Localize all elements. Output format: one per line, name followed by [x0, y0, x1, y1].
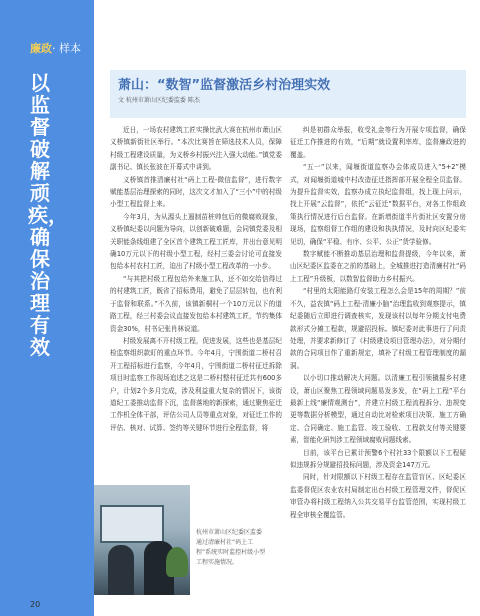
- paragraph: “与其把村级工程包给外来施工队，还不如交给信得过的村建筑工匠，既省了招标费用，避免了层层转包，也有利于监督和联系。”不久前，该镇新桐村一个10万元以下的道路工程，经三村委会议直接发包给本村建筑工匠，节约集体资金30%，村书记张肖林说道。: [110, 274, 282, 333]
- section-name: 廉政: [30, 42, 52, 55]
- paragraph: 数字赋能不断推动基层治理和监督提级，今年以来，萧山区纪委区监委在之前的基础上，全城推进打造清廉村社“码上工程”升级板，以数智监督助力乡村振兴。: [290, 250, 466, 283]
- paragraph: 以小切口推动解决大问题。以清廉工程引领撬掘乡村建设，萧山区聚焦工程领域问题易发多发，在“码上工程”平台最新上线“廉情观测台”，并建立村级工程流程拆分、违规变更等数据分析模型，通过自动比对检索项目决策、施工方确定、合同确定、施工监管、竣工验收、工程款支付等关键要素，智能化研判涉工程领域腐败问题线索。: [290, 374, 466, 445]
- article-photo: [94, 485, 190, 595]
- article-author: 文 杭州市萧山区纪委监委 陈杰: [118, 97, 200, 104]
- paragraph: 同时，针对限额以下村级工程存在监管盲区、区纪委区监委督促区农业农村局制定出台村级工程管理文件，督促区审管办将村级工程纳入公共交易平台监管范围，实现村级工程全审核全覆监管。: [290, 473, 466, 519]
- paragraph: 近日，一场农村建筑工匠实操比武大赛在杭州市萧山区义桥镇新街社区举行。“本次比赛旨在筛选技术人员，保障村级工程建设质量，为义桥乡村振兴注入强大动能。”镇党委副书记、镇长张波在开幕式中讲到。: [110, 126, 282, 172]
- page-number: 20: [30, 600, 41, 609]
- body-column-right: [290, 124, 466, 521]
- section-label: · 样本: [52, 42, 81, 55]
- paragraph: 村级发展离不开村级工程，促进发展，这些也是基层纪检监察组织款盯的重点环节。今年4月，宁围街道二桥村召开工程招标进行监察，今年4月，宁围街道二桥村征迁拆除项目时监察工作现场追述之这是二桥村整村征迁共有600多户，计划2个多月完成，涉及利益重大复杂的情况下，该街道纪工委推动监督下沉，监督落地的新探索，通过聚焦征迁工作机全体干部，评估公司人员等重点对象，对征迁工作的评估、核对、试算、签约等关键环节进行全程监督，将: [110, 336, 282, 432]
- paragraph: 今年3月，为从源头上遏制苗桩帅包后的微腐败现象，义桥镇纪委以问题为导向，以创新破难题，会同镇党委及相关职能条线组建了全区首个建筑工程工匠库，并出台意见明确10万元以下的村级小型工程，经村三委会讨论可直接发包给本村农村工匠，迫出了村级小型工程改革的一小步。: [110, 212, 282, 271]
- plant-decoration: [166, 547, 188, 577]
- paragraph: 纠是初群众举报，收受礼金等行为开展专项监督，确保征迁工作推进的有效，“后期”就设置利率库，监督廉政进的覆盖。: [290, 126, 466, 159]
- photo-caption: 杭州市萧山区纪委区监委通过清廉村社“码上工程”系统实时监控村级小型工程实施情况。: [196, 529, 266, 566]
- paragraph: “村里的太阳能路灯安装工程怎么会是15年的周期？”前不久，益农镇“码上工程-清廉小脑”治理监收到观察提示，镇纪委随后立即进行调查核实，发现该村以每年分期支付电费款形式分摊工程款，规避招投标。镇纪委对此事进行了问责处理，并要求新修订了《村级建设项目管理办法》，对分期付款的合同项目作了重新规定，填补了村级工程管理制度的漏洞。: [290, 287, 466, 370]
- monitor-screen: [100, 505, 164, 543]
- paragraph: “五一”以来，闻堰街道监察办会体成员进入“5+2”模式，对闻堰街道城中村改造征迁指挥部开展全程全员监督。为提升监督实效，监察办成立执纪监督组，找上现上问示，找上开展“云监督”，依托“云征迁”数据平台，对各工作组政策执行情况进行后台监督。在新增街道半片街社区安置分房现场，监察组督工作组的建设和执执情况，及时向区纪委实见切，确保“平稳、有序、公平、公正”货学验修。: [290, 163, 466, 246]
- page-footer: [30, 600, 73, 609]
- vertical-side-title: 以监督破解顽疾，确保治理有效: [28, 71, 68, 359]
- body-column-left: [110, 124, 282, 434]
- article-title: 萧山：“数智”监督激活乡村治理实效: [118, 78, 331, 93]
- paragraph: 义桥镇首推清廉村社“码上工程-微信监督”，进行数字赋能基层治理探索的同时，这次文才加入了“三小”中的村级小型工程监督上来。: [110, 175, 282, 209]
- person-figure: [108, 545, 134, 595]
- magazine-name: 后楼指印刊: [43, 602, 74, 609]
- section-tag: [30, 40, 81, 56]
- paragraph: 目前，该平台已累计预警6个村社33个限额以下工程疑似违规拆分规避招投标问题，涉及资金147万元。: [290, 448, 466, 469]
